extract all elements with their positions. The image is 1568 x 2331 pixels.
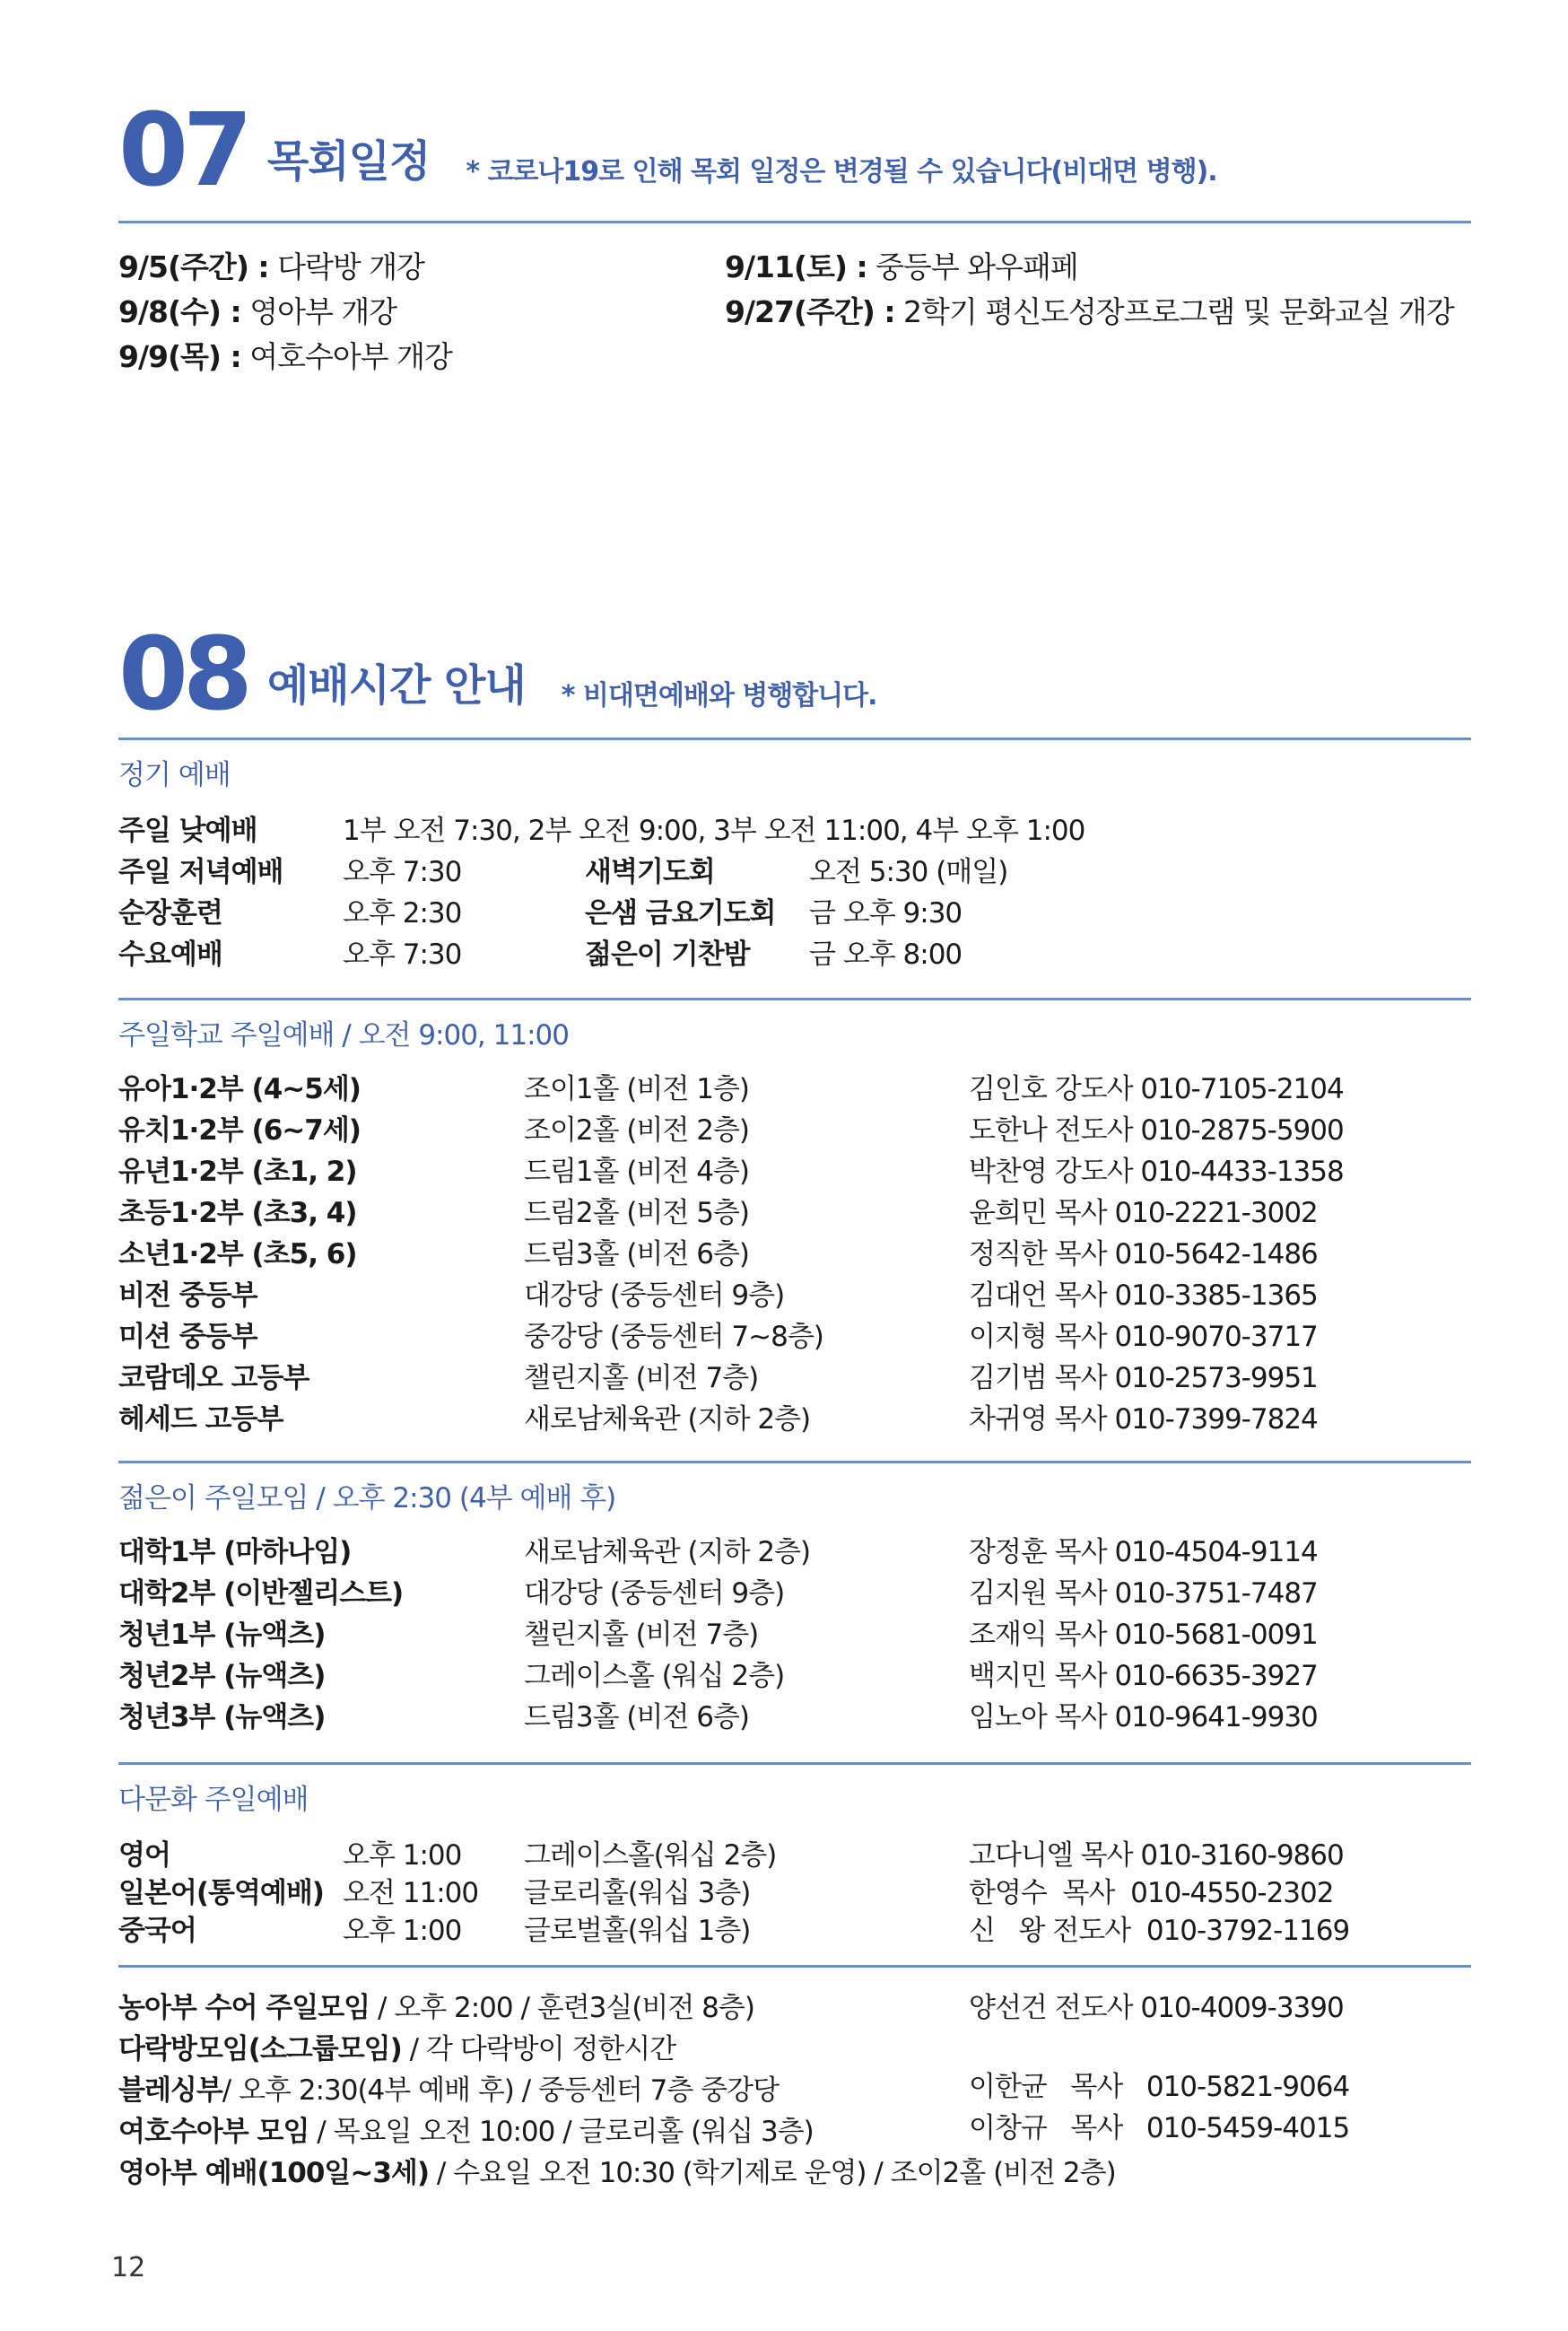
dept-name: 유아1·2부 (4~5세): [118, 1073, 361, 1105]
language-name: 중국어: [118, 1915, 196, 1947]
meeting-item: 다락방모임(소그룹모임) / 각 다락방이 정한시간: [118, 2033, 676, 2065]
service-name: 새벽기도회: [585, 856, 715, 888]
meeting-item: 여호수아부 모임 / 목요일 오전 10:00 / 글로리홀 (워십 3층): [118, 2116, 814, 2148]
service-name: 수요예배: [118, 939, 222, 971]
service-name: 주일 낮예배: [118, 815, 257, 847]
subsection-title: 정기 예배: [118, 759, 231, 791]
meeting-item: 영아부 예배(100일~3세) / 수요일 오전 10:30 (학기제로 운영) / 조이2홀 (비전 2층): [118, 2157, 1116, 2189]
divider: [118, 1461, 1471, 1463]
section-08-header: [118, 616, 877, 733]
subsection-title: 주일학교 주일예배 / 오전 9:00, 11:00: [118, 1019, 569, 1052]
dept-contact: 도한나 전도사 010-2875-5900: [969, 1114, 1344, 1147]
meeting-contact: 양선건 전도사 010-4009-3390: [969, 1992, 1344, 2024]
dept-place: 챌린지홀 (비전 7층): [524, 1619, 759, 1651]
meeting-item: 농아부 수어 주일모임 / 오후 2:00 / 훈련3실(비전 8층): [118, 1992, 754, 2024]
dept-contact: 김기범 목사 010-2573-9951: [969, 1362, 1318, 1394]
dept-contact: 차귀영 목사 010-7399-7824: [969, 1403, 1318, 1436]
dept-contact: 임노아 목사 010-9641-9930: [969, 1701, 1318, 1733]
dept-contact: 윤희민 목사 010-2221-3002: [969, 1197, 1318, 1229]
service-place: 그레이스홀(워십 2층): [524, 1839, 777, 1872]
language-name: 영어: [118, 1839, 170, 1872]
service-place: 글로리홀(워십 3층): [524, 1877, 751, 1909]
dept-place: 드림2홀 (비전 5층): [524, 1197, 750, 1229]
subsection-title: 다문화 주일예배: [118, 1784, 309, 1816]
service-contact: 신 왕 전도사 010-3792-1169: [969, 1915, 1350, 1947]
divider: [118, 221, 1471, 223]
dept-contact: 김대언 목사 010-3385-1365: [969, 1279, 1318, 1312]
dept-contact: 김인호 강도사 010-7105-2104: [969, 1073, 1344, 1105]
dept-contact: 이지형 목사 010-9070-3717: [969, 1321, 1318, 1353]
dept-place: 조이2홀 (비전 2층): [524, 1114, 750, 1147]
language-name: 일본어(통역예배): [118, 1877, 324, 1909]
dept-place: 대강당 (중등센터 9층): [524, 1279, 785, 1312]
subsection-title: 젊은이 주일모임 / 오후 2:30 (4부 예배 후): [118, 1482, 616, 1515]
dept-name: 비전 중등부: [118, 1279, 257, 1312]
meeting-contact: 이한균 목사 010-5821-9064: [969, 2071, 1350, 2103]
service-time: 1부 오전 7:30, 2부 오전 9:00, 3부 오전 11:00, 4부 오후 1:00: [343, 815, 1085, 847]
dept-name: 유년1·2부 (초1, 2): [118, 1156, 357, 1188]
dept-name: 청년3부 (뉴액츠): [118, 1701, 326, 1733]
service-contact: 한영수 목사 010-4550-2302: [969, 1877, 1334, 1909]
dept-contact: 정직한 목사 010-5642-1486: [969, 1238, 1318, 1270]
dept-contact: 김지원 목사 010-3751-7487: [969, 1577, 1318, 1610]
meeting-item: 블레싱부/ 오후 2:30(4부 예배 후) / 중등센터 7층 중강당: [118, 2074, 780, 2107]
dept-name: 대학2부 (이반젤리스트): [118, 1577, 404, 1610]
dept-contact: 박찬영 강도사 010-4433-1358: [969, 1156, 1344, 1188]
dept-contact: 장정훈 목사 010-4504-9114: [969, 1536, 1318, 1568]
section-title: 목회일정: [266, 136, 431, 187]
dept-name: 초등1·2부 (초3, 4): [118, 1197, 357, 1229]
dept-place: 그레이스홀 (워십 2층): [524, 1660, 785, 1692]
service-name: 주일 저녁예배: [118, 856, 283, 888]
service-time: 오전 5:30 (매일): [809, 856, 1008, 888]
meeting-contact: 이창규 목사 010-5459-4015: [969, 2112, 1350, 2144]
dept-place: 드림3홀 (비전 6층): [524, 1238, 750, 1270]
section-number: 08: [118, 616, 248, 733]
divider: [118, 998, 1471, 1000]
section-note: * 코로나19로 인해 목회 일정은 변경될 수 있습니다(비대면 병행).: [466, 156, 1217, 188]
service-time: 오후 1:00: [343, 1839, 462, 1872]
schedule-item: 9/27(주간) : 2학기 평신도성장프로그램 및 문화교실 개강: [725, 294, 1454, 329]
service-time: 오후 2:30: [343, 897, 462, 930]
service-time: 오후 1:00: [343, 1915, 462, 1947]
dept-name: 코람데오 고등부: [118, 1362, 309, 1394]
service-time: 금 오후 9:30: [809, 897, 963, 930]
dept-contact: 백지민 목사 010-6635-3927: [969, 1660, 1318, 1692]
schedule-item: 9/5(주간) : 다락방 개강: [118, 249, 424, 284]
dept-contact: 조재익 목사 010-5681-0091: [969, 1619, 1318, 1651]
service-contact: 고다니엘 목사 010-3160-9860: [969, 1839, 1344, 1872]
schedule-item: 9/9(목) : 여호수아부 개강: [118, 339, 452, 374]
dept-place: 새로남체육관 (지하 2층): [524, 1403, 811, 1436]
dept-place: 조이1홀 (비전 1층): [524, 1073, 750, 1105]
service-time: 오전 11:00: [343, 1877, 479, 1909]
dept-name: 미션 중등부: [118, 1321, 257, 1353]
section-title: 예배시간 안내: [266, 660, 526, 711]
dept-name: 소년1·2부 (초5, 6): [118, 1238, 357, 1270]
dept-place: 새로남체육관 (지하 2층): [524, 1536, 811, 1568]
dept-place: 대강당 (중등센터 9층): [524, 1577, 785, 1610]
dept-name: 유치1·2부 (6~7세): [118, 1114, 361, 1147]
section-number: 07: [118, 92, 248, 209]
divider: [118, 1965, 1471, 1968]
dept-place: 드림1홀 (비전 4층): [524, 1156, 750, 1188]
service-time: 오후 7:30: [343, 939, 462, 971]
service-time: 오후 7:30: [343, 856, 462, 888]
dept-place: 챌린지홀 (비전 7층): [524, 1362, 759, 1394]
dept-place: 드림3홀 (비전 6층): [524, 1701, 750, 1733]
page-number: 12: [111, 2252, 146, 2283]
service-name: 젊은이 기찬밤: [585, 939, 750, 971]
schedule-item: 9/11(토) : 중등부 와우패페: [725, 249, 1078, 284]
section-note: * 비대면예배와 병행합니다.: [561, 680, 877, 712]
dept-name: 청년1부 (뉴액츠): [118, 1619, 326, 1651]
service-time: 금 오후 8:00: [809, 939, 963, 971]
service-place: 글로벌홀(워십 1층): [524, 1915, 751, 1947]
service-name: 은샘 금요기도회: [585, 897, 776, 930]
dept-name: 대학1부 (마하나임): [118, 1536, 352, 1568]
dept-name: 청년2부 (뉴액츠): [118, 1660, 326, 1692]
section-07-header: [118, 92, 1217, 209]
service-name: 순장훈련: [118, 897, 222, 930]
dept-name: 헤세드 고등부: [118, 1403, 283, 1436]
divider: [118, 738, 1471, 740]
divider: [118, 1762, 1471, 1765]
schedule-item: 9/8(수) : 영아부 개강: [118, 294, 397, 329]
dept-place: 중강당 (중등센터 7~8층): [524, 1321, 823, 1353]
